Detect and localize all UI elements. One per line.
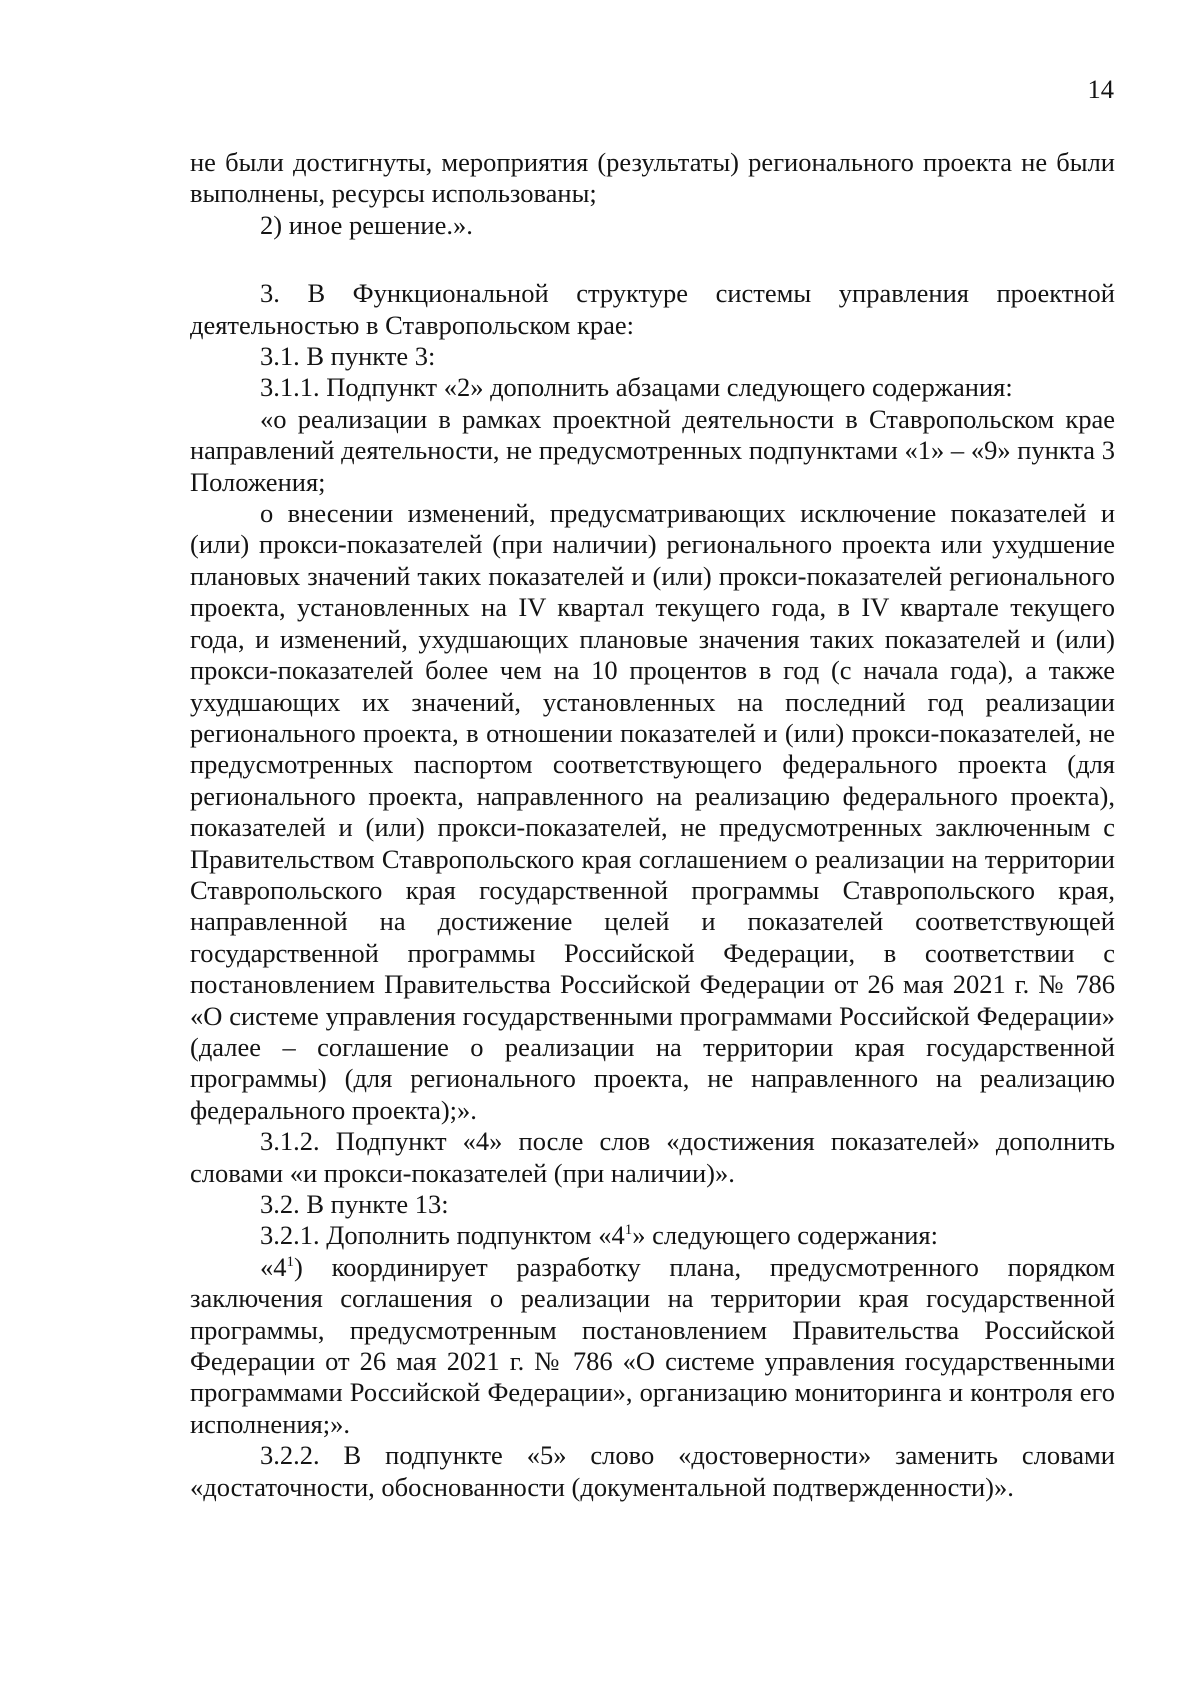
paragraph-3-2-2: 3.2.2. В подпункте «5» слово «достоверности» заменить словами «достаточности, обоснованности (документальной подтвержденности)». [190,1440,1115,1502]
document-body [190,147,1115,1503]
paragraph-3-2-1-end: » следующего содержания: [632,1220,938,1251]
paragraph-coordinates-plan-start: «4 [260,1251,287,1282]
paragraph-3-1: 3.1. В пункте 3: [260,341,436,372]
paragraph-spacer [190,241,1115,278]
paragraph-3-1-1: 3.1.1. Подпункт «2» дополнить абзацами следующего содержания: [260,372,1013,403]
paragraph-3-1-2: 3.1.2. Подпункт «4» после слов «достижения показателей» дополнить словами «и прокси-показателей (при наличии)». [190,1126,1115,1188]
paragraph-3-2: 3.2. В пункте 13: [260,1189,449,1219]
paragraph-coordinates-plan [190,1252,1115,1440]
superscript-one: 1 [624,1222,633,1239]
paragraph-changes-indicators: о внесении изменений, предусматривающих исключение показателей и (или) прокси-показателей (при наличии) регионального проекта или ухудшение плановых значений таких показателей и (или) прокси-показателей регионального проекта, установленных на IV квартал текущего года, в IV квартале текущего года, и изменений, ухудшающих плановые значения таких показателей и (или) прокси-показателей более чем на 10 процентов в год (с начала года), а также ухудшающих их значений, установленных на последний год реализации регионального проекта, в отношении показателей и (или) прокси-показателей, не предусмотренных паспортом соответствующего федерального проекта (для регионального проекта, направленного на реализацию федерального проекта), показателей и (или) прокси-показателей, не предусмотренных заключенным с Правительством Ставропольского края соглашением о реализации на территории Ставропольского края государственной программы Ставропольского края, направленной на достижение целей и показателей соответствующей государственной программы Российской Федерации, в соответствии с постановлением Правительства Российской Федерации от 26 мая 2021 г. № 786 «О системе управления государственными программами Российской Федерации» (далее – соглашение о реализации на территории края государственной программы) (для регионального проекта, не направленного на реализацию федерального проекта);». [190,498,1115,1125]
superscript-one: 1 [286,1253,294,1270]
paragraph-section-3: 3. В Функциональной структуре системы управления проектной деятельностью в Ставропольском крае: [190,278,1115,340]
paragraph-3-2-1-start: 3.2.1. Дополнить подпунктом «4 [260,1220,625,1251]
paragraph-quote-implementation: «о реализации в рамках проектной деятельности в Ставропольском крае направлений деятельности, не предусмотренных подпунктами «1» – «9» пункта 3 Положения; [190,403,1115,497]
paragraph-3-2-1 [190,1220,1115,1251]
paragraph-continuation: не были достигнуты, мероприятия (результаты) регионального проекта не были выполнены, ресурсы использованы; [190,147,1115,209]
paragraph-coordinates-plan-end: ) координирует разработку плана, предусмотренного порядком заключения соглашения о реализации на территории края государственной программы, предусмотренным постановлением Правительства Российской Федерации от 26 мая 2021 г. № 786 «О системе управления государственными программами Российской Федерации», организацию мониторинга и контроля его исполнения;». [190,1251,1115,1439]
page-number: 14 [1087,74,1114,104]
paragraph-other-decision: 2) иное решение.». [260,209,473,240]
